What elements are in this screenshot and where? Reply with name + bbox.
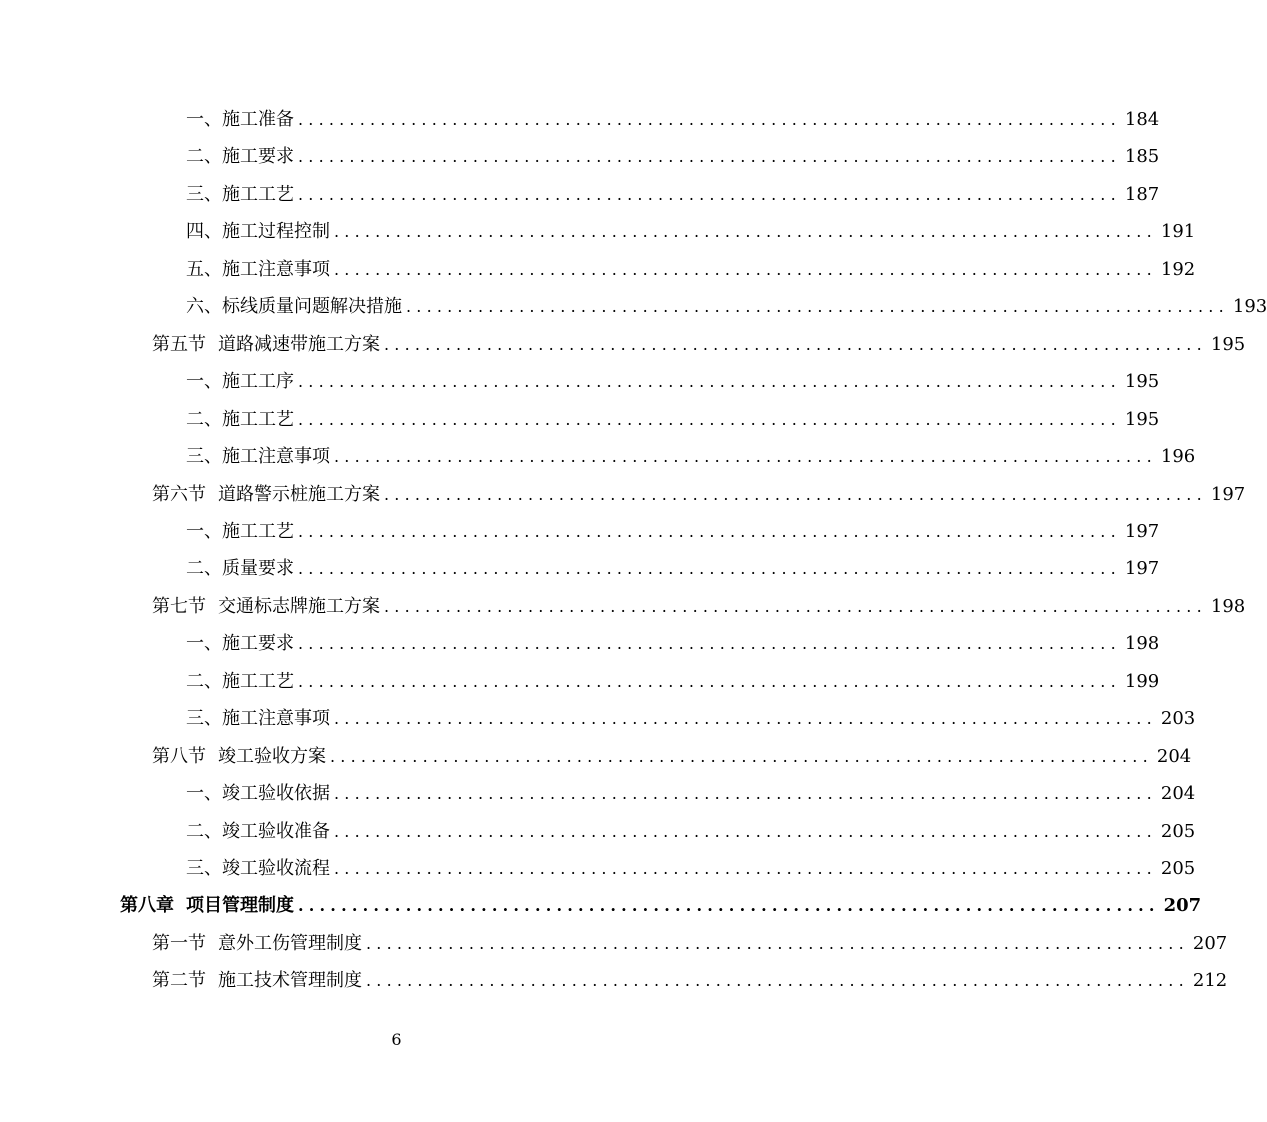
toc-entry-label <box>186 401 294 438</box>
toc-entry[interactable] <box>186 288 1267 325</box>
toc-entry-label <box>152 326 380 363</box>
toc-entry[interactable] <box>186 513 1160 550</box>
toc-entry-number: 第八章 <box>120 895 174 916</box>
toc-dot-leader: ................................................................................ <box>406 297 1229 316</box>
toc-entry-page: 196 <box>1160 446 1196 467</box>
toc-entry-page: 207 <box>1192 933 1228 954</box>
toc-entry-title: 施工注意事项 <box>222 708 330 729</box>
toc-entry-number: 二、 <box>186 671 222 692</box>
toc-dot-leader: ................................................................................ <box>334 822 1157 841</box>
toc-entry-page: 205 <box>1160 821 1196 842</box>
toc-entry-page: 195 <box>1124 409 1160 430</box>
toc-entry-page: 197 <box>1124 558 1160 579</box>
toc-dot-leader: ................................................................................ <box>334 784 1157 803</box>
toc-entry-page: 204 <box>1160 783 1196 804</box>
toc-entry-title: 项目管理制度 <box>186 895 294 916</box>
toc-dot-leader: ................................................................................ <box>298 185 1121 204</box>
toc-entry[interactable] <box>152 588 1246 625</box>
toc-entry[interactable] <box>186 813 1196 850</box>
toc-entry-page: 203 <box>1160 708 1196 729</box>
toc-entry-number: 二、 <box>186 821 222 842</box>
toc-entry-number: 第八节 <box>152 746 206 767</box>
toc-entry-label <box>120 887 294 924</box>
toc-entry-title: 意外工伤管理制度 <box>218 933 362 954</box>
toc-dot-leader: ................................................................................ <box>298 410 1121 429</box>
toc-entry-page: 192 <box>1160 259 1196 280</box>
toc-entry-number: 五、 <box>186 259 222 280</box>
toc-entry[interactable] <box>186 625 1160 662</box>
toc-dot-leader: ................................................................................ <box>298 110 1121 129</box>
toc-entry-number: 第五节 <box>152 334 206 355</box>
toc-entry-page: 205 <box>1160 858 1196 879</box>
toc-entry-title: 道路减速带施工方案 <box>218 334 380 355</box>
toc-dot-leader: ................................................................................ <box>298 559 1121 578</box>
toc-dot-leader: ................................................................................ <box>334 447 1157 466</box>
toc-dot-leader: ................................................................................ <box>366 934 1189 953</box>
toc-entry[interactable] <box>186 138 1160 175</box>
toc-entry-label <box>186 625 294 662</box>
toc-entry-title: 施工过程控制 <box>222 221 330 242</box>
toc-entry-title: 施工工艺 <box>222 521 294 542</box>
toc-entry-number: 一、 <box>186 109 222 130</box>
toc-entry-label <box>186 775 330 812</box>
toc-entry[interactable] <box>186 438 1196 475</box>
toc-entry-label <box>186 101 294 138</box>
toc-entry-label <box>186 438 330 475</box>
toc-entry[interactable] <box>186 700 1196 737</box>
toc-dot-leader: ................................................................................ <box>334 222 1157 241</box>
toc-entry[interactable] <box>152 738 1192 775</box>
toc-entry[interactable] <box>186 101 1160 138</box>
toc-entry-title: 施工要求 <box>222 146 294 167</box>
toc-entry-page: 197 <box>1210 484 1246 505</box>
toc-entry-title: 施工工艺 <box>222 409 294 430</box>
toc-entry-number: 三、 <box>186 708 222 729</box>
toc-entry-label <box>152 476 380 513</box>
toc-entry-page: 207 <box>1163 895 1202 916</box>
toc-entry-label <box>152 962 362 999</box>
toc-entry-title: 施工技术管理制度 <box>218 970 362 991</box>
toc-dot-leader: ................................................................................ <box>334 859 1157 878</box>
toc-entry-page: 185 <box>1124 146 1160 167</box>
toc-entry-title: 道路警示桩施工方案 <box>218 484 380 505</box>
toc-entry-number: 第七节 <box>152 596 206 617</box>
toc-entry-label <box>186 550 294 587</box>
toc-entry-title: 标线质量问题解决措施 <box>222 296 402 317</box>
toc-entry-label <box>186 251 330 288</box>
toc-entry-label <box>186 176 294 213</box>
toc-entry-number: 三、 <box>186 446 222 467</box>
toc-entry[interactable] <box>152 476 1246 513</box>
toc-entry-number: 第一节 <box>152 933 206 954</box>
toc-entry[interactable] <box>152 326 1246 363</box>
toc-entry[interactable] <box>152 962 1228 999</box>
toc-entry-title: 竣工验收准备 <box>222 821 330 842</box>
toc-dot-leader: ................................................................................ <box>384 335 1207 354</box>
toc-entry-title: 施工工艺 <box>222 184 294 205</box>
toc-entry[interactable] <box>120 887 1202 924</box>
toc-entry[interactable] <box>186 401 1160 438</box>
toc-entry-title: 竣工验收流程 <box>222 858 330 879</box>
toc-entry-number: 二、 <box>186 146 222 167</box>
toc-entry[interactable] <box>186 251 1196 288</box>
toc-entry-title: 施工要求 <box>222 633 294 654</box>
toc-entry-number: 一、 <box>186 783 222 804</box>
toc-entry[interactable] <box>186 850 1196 887</box>
toc-entry[interactable] <box>186 213 1196 250</box>
toc-entry[interactable] <box>186 550 1160 587</box>
toc-dot-leader: ................................................................................ <box>298 372 1121 391</box>
toc-entry[interactable] <box>186 775 1196 812</box>
toc-entry-number: 六、 <box>186 296 222 317</box>
toc-entry-label <box>152 588 380 625</box>
toc-entry-number: 二、 <box>186 409 222 430</box>
toc-entry-label <box>186 213 330 250</box>
toc-entry-label <box>186 663 294 700</box>
toc-dot-leader: ................................................................................ <box>298 522 1121 541</box>
toc-entry-label <box>152 738 326 775</box>
toc-dot-leader: ................................................................................ <box>330 747 1153 766</box>
toc-entry-page: 195 <box>1210 334 1246 355</box>
toc-dot-leader: ................................................................................ <box>384 597 1207 616</box>
toc-dot-leader: ................................................................................ <box>334 709 1157 728</box>
toc-entry-title: 施工工序 <box>222 371 294 392</box>
toc-entry-page: 195 <box>1124 371 1160 392</box>
toc-entry[interactable] <box>152 925 1228 962</box>
toc-entry-title: 质量要求 <box>222 558 294 579</box>
toc-entry-title: 施工工艺 <box>222 671 294 692</box>
toc-dot-leader: ................................................................................ <box>298 634 1121 653</box>
toc-entry-page: 193 <box>1232 296 1267 317</box>
toc-entry-title: 竣工验收方案 <box>218 746 326 767</box>
toc-entry-page: 198 <box>1210 596 1246 617</box>
toc-entry-label <box>186 363 294 400</box>
toc-entry-number: 二、 <box>186 558 222 579</box>
toc-entry[interactable] <box>186 176 1160 213</box>
toc-entry-number: 三、 <box>186 184 222 205</box>
toc-entry-title: 施工注意事项 <box>222 259 330 280</box>
toc-entry-page: 184 <box>1124 109 1160 130</box>
toc-entry-title: 施工注意事项 <box>222 446 330 467</box>
toc-dot-leader: ................................................................................ <box>334 260 1157 279</box>
toc-entry-page: 197 <box>1124 521 1160 542</box>
toc-entry-page: 187 <box>1124 184 1160 205</box>
toc-entry-label <box>186 288 402 325</box>
toc-entry-title: 竣工验收依据 <box>222 783 330 804</box>
toc-entry-number: 一、 <box>186 371 222 392</box>
toc-entry-page: 199 <box>1124 671 1160 692</box>
toc-entry-page: 212 <box>1192 970 1228 991</box>
toc-entry-page: 191 <box>1160 221 1196 242</box>
toc-entry-number: 第二节 <box>152 970 206 991</box>
toc-entry-label <box>186 813 330 850</box>
toc-entry[interactable] <box>186 663 1160 700</box>
toc-dot-leader: ................................................................................ <box>298 147 1121 166</box>
toc-entry-label <box>152 925 362 962</box>
toc-entry-page: 204 <box>1156 746 1192 767</box>
toc-entry[interactable] <box>186 363 1160 400</box>
toc-dot-leader: ................................................................................ <box>298 672 1121 691</box>
toc-entry-title: 施工准备 <box>222 109 294 130</box>
toc-entry-label <box>186 700 330 737</box>
toc-entry-number: 四、 <box>186 221 222 242</box>
toc-dot-leader: ................................................................................ <box>366 971 1189 990</box>
toc-entry-label <box>186 850 330 887</box>
toc-entry-number: 一、 <box>186 633 222 654</box>
toc-entry-label <box>186 513 294 550</box>
toc-entry-title: 交通标志牌施工方案 <box>218 596 380 617</box>
toc-entry-label <box>186 138 294 175</box>
toc-entry-number: 三、 <box>186 858 222 879</box>
page-number: 6 <box>391 1030 402 1049</box>
toc-dot-leader: ................................................................................ <box>384 485 1207 504</box>
toc-dot-leader: ................................................................................ <box>298 896 1160 915</box>
toc-entry-number: 一、 <box>186 521 222 542</box>
toc-entry-page: 198 <box>1124 633 1160 654</box>
toc-entry-number: 第六节 <box>152 484 206 505</box>
